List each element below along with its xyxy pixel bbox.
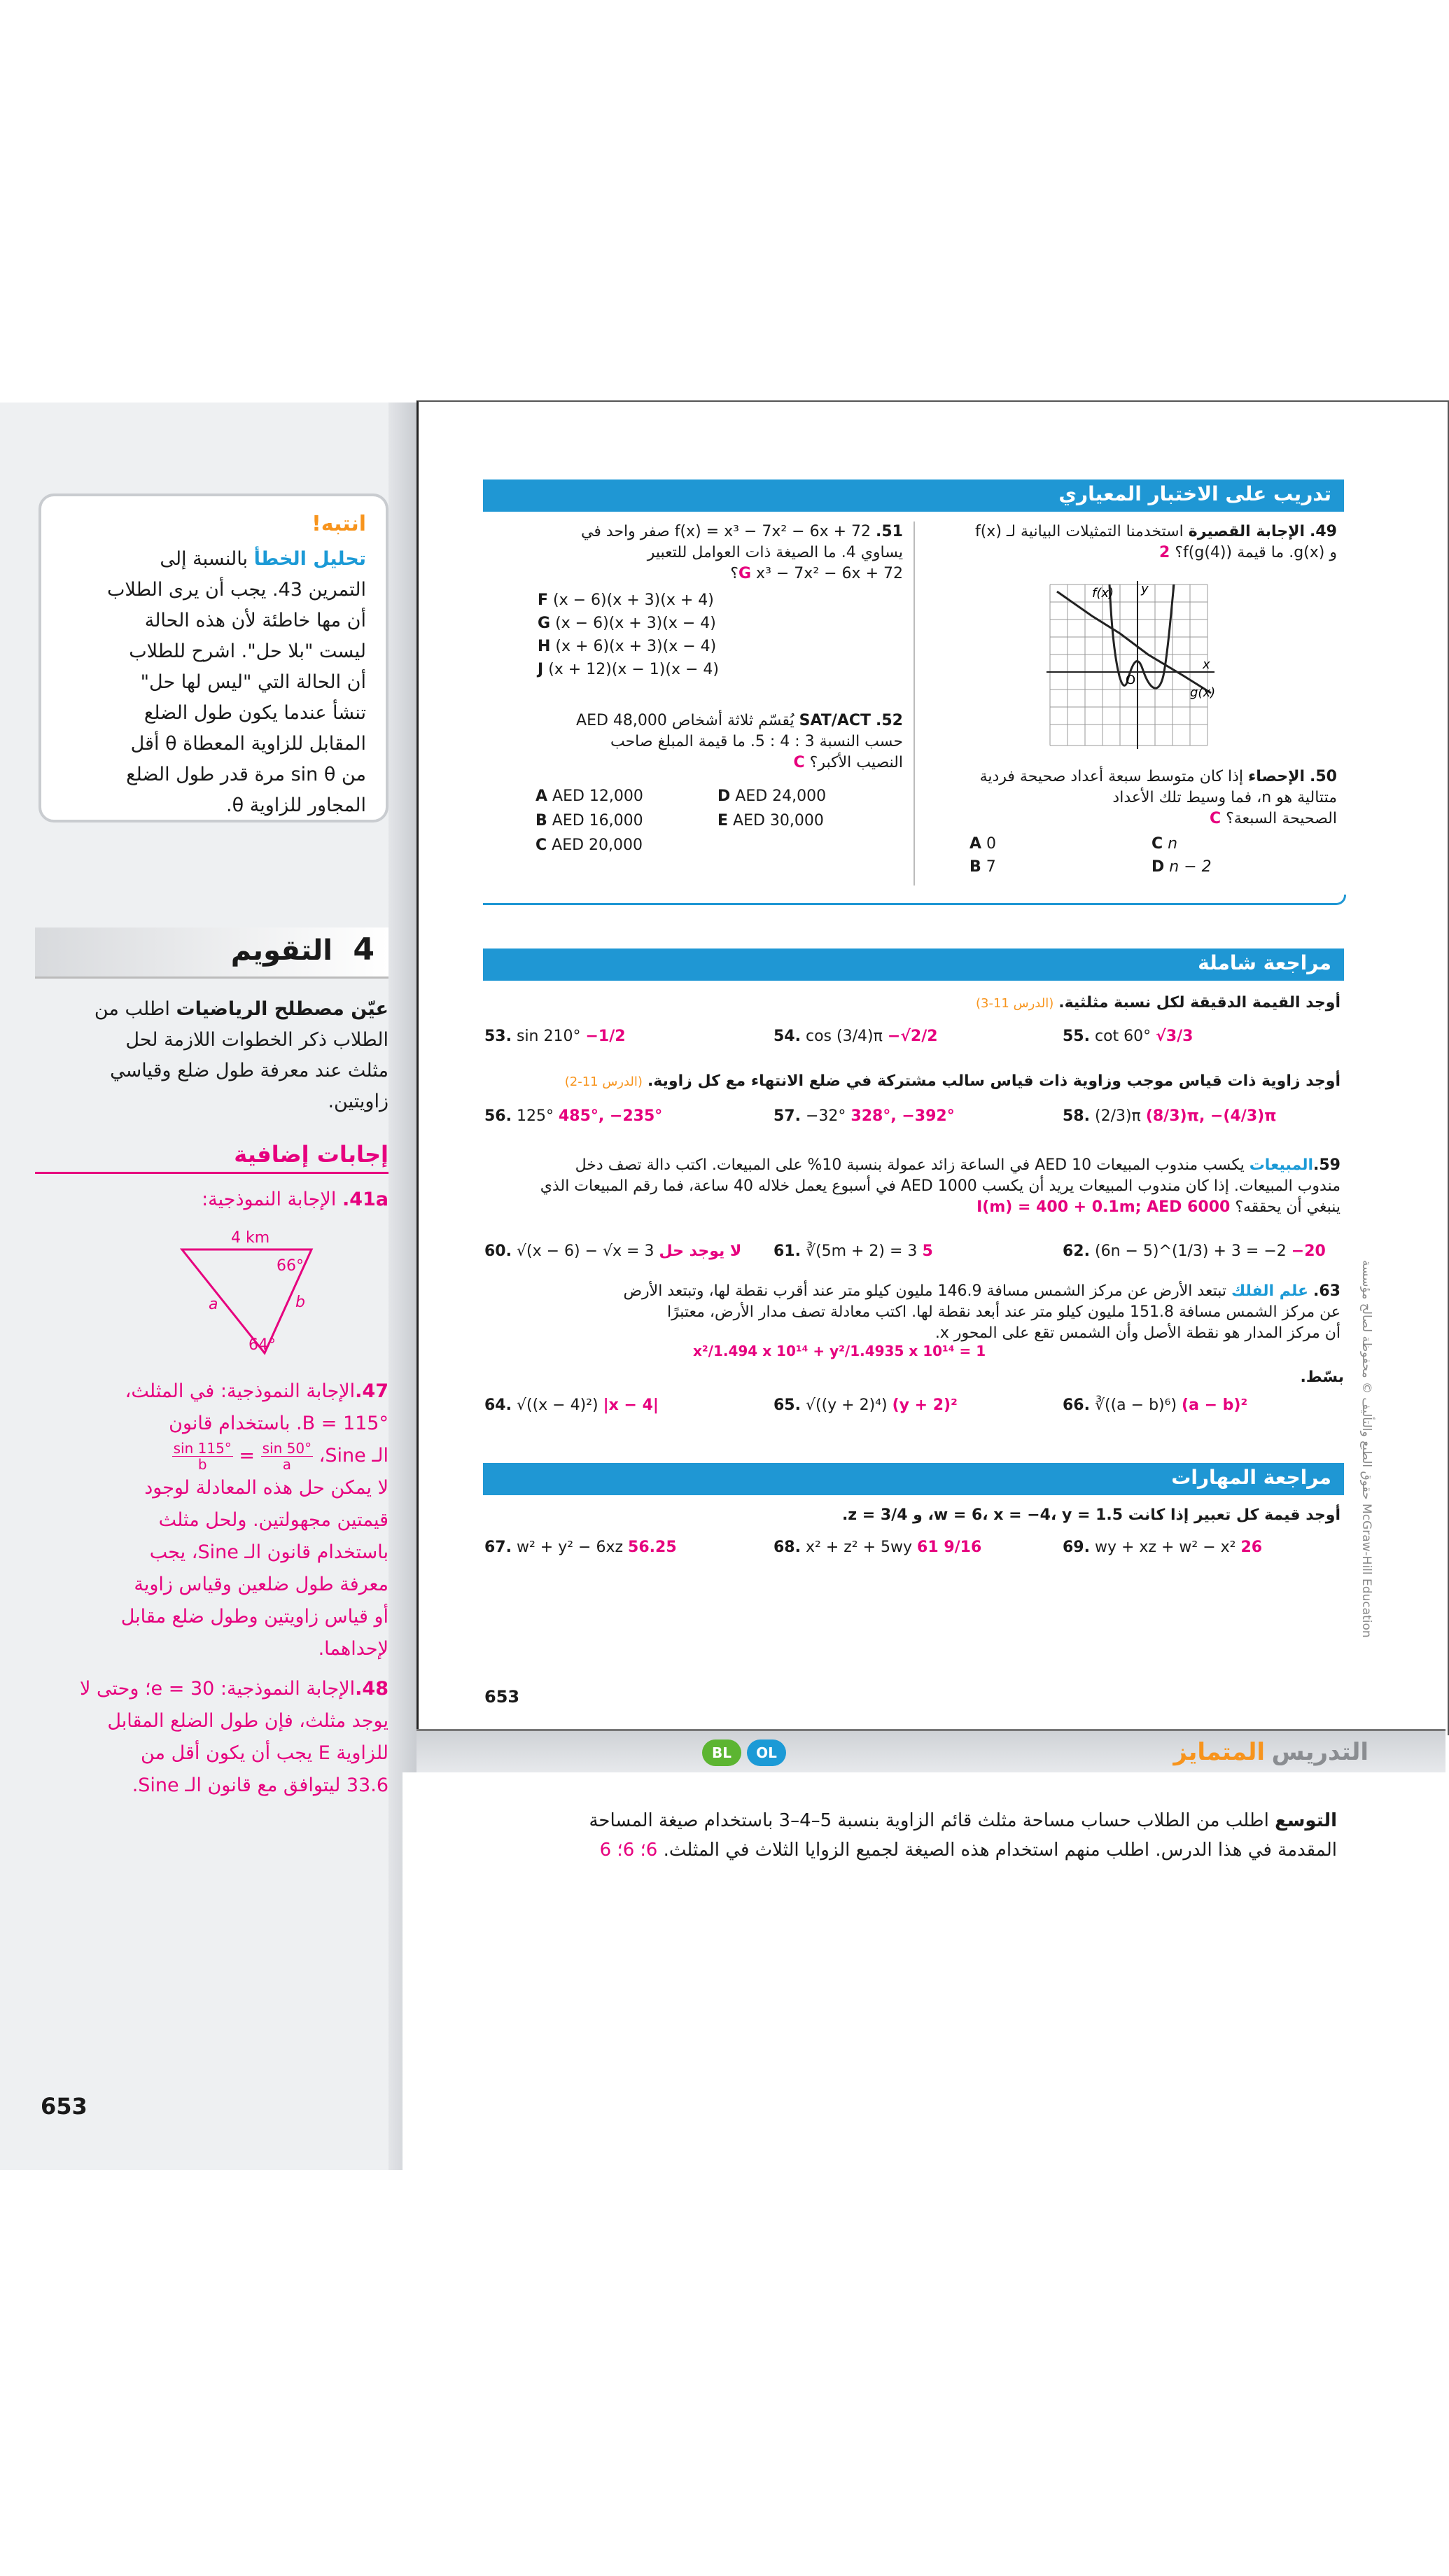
question-line: عن مركز الشمس مسافة 151.8 مليون كيلو متر عند أبعد نقطة لها. اكتب معادلة تصف مدار الأرض، معتبرًا xyxy=(667,1303,1340,1321)
choice-letter: D xyxy=(718,788,731,805)
vocab-line: اطلب من xyxy=(94,998,170,1020)
exercise-expr: √((y + 2)⁴) xyxy=(805,1396,888,1414)
answer-line: لا يمكن حل هذه المعادلة لوجود xyxy=(144,1477,388,1499)
exercise-number: 64. xyxy=(484,1396,512,1414)
footer-title-orange: المتمايز xyxy=(1173,1738,1265,1766)
answer-label: 47. xyxy=(355,1380,388,1402)
vocab-label: عيّن مصطلح الرياضيات xyxy=(176,998,388,1020)
choice-letter: E xyxy=(718,812,729,830)
question-63 xyxy=(486,1281,1340,1344)
exercise-number: 61. xyxy=(774,1242,801,1260)
extra-answers-title: إجابات إضافية xyxy=(35,1141,388,1174)
exercise-expr: (2/3)π xyxy=(1094,1107,1141,1125)
exercise-55 xyxy=(1063,1028,1193,1045)
exercise-number: 55. xyxy=(1063,1028,1090,1045)
question-line: متتالية هو n، فما وسيط تلك الأعداد xyxy=(1112,789,1337,806)
triangle-side-b: b xyxy=(295,1294,305,1311)
exercise-answer: 5 xyxy=(922,1242,933,1260)
eq-num: sin 115° xyxy=(173,1440,232,1457)
badge-ol: OL xyxy=(747,1740,786,1766)
exercise-number: 68. xyxy=(774,1539,801,1556)
question-label: SAT/ACT xyxy=(799,712,872,729)
caution-line: أن الحالة التي "ليس لها حل" xyxy=(140,671,366,693)
answer-line: باستخدام قانون الـ Sine، يجب xyxy=(149,1541,388,1563)
exercise-expr: √((x − 4)²) xyxy=(516,1396,598,1414)
question-number: 50. xyxy=(1310,768,1337,785)
question-63-answer: x²/1.494 x 10¹⁴ + y²/1.4935 x 10¹⁴ = 1 xyxy=(693,1343,986,1359)
exact-value-instruction xyxy=(486,993,1340,1014)
vocab-line: مثلث عند معرفة طول ضلع وقياسي xyxy=(110,1060,388,1082)
choice xyxy=(969,858,996,876)
answer-line: يوجد مثلث، فإن طول الضلع المقابل xyxy=(107,1710,388,1732)
skills-bar-title: مراجعة المهارات xyxy=(1171,1466,1331,1489)
exercise-number: 53. xyxy=(484,1028,512,1045)
exercise-answer: −√2/2 xyxy=(887,1028,938,1045)
exercise-number: 65. xyxy=(774,1396,801,1414)
extend-line: المقدمة في هذا الدرس. اطلب منهم استخدام هذه الصيغة لجميع الزوايا الثلاث في المثلث. xyxy=(663,1840,1337,1861)
exercise-69 xyxy=(1063,1539,1262,1556)
question-line: ينبغي أن يحققه؟ xyxy=(1235,1198,1340,1216)
simplify-label: بسّط. xyxy=(1300,1368,1344,1386)
exercise-number: 58. xyxy=(1063,1107,1090,1125)
badge-bl: BL xyxy=(702,1740,741,1766)
exercise-56 xyxy=(484,1107,662,1125)
caution-line: أن مها خاطئة لأن هذه الحالة xyxy=(144,610,366,631)
exercise-number: 60. xyxy=(484,1242,512,1260)
answer-line: الـ Sine، xyxy=(318,1445,388,1466)
question-line: x³ − 7x² − 6x + 72؟ xyxy=(730,565,903,582)
choice-value: n − 2 xyxy=(1169,858,1212,876)
exercise-66 xyxy=(1063,1396,1247,1414)
exercise-answer: √3/3 xyxy=(1156,1028,1194,1045)
choice-letter: J xyxy=(538,661,544,678)
exercise-number: 66. xyxy=(1063,1396,1090,1414)
choice-value: (x + 12)(x − 1)(x − 4) xyxy=(548,661,719,678)
choice-value: 7 xyxy=(986,858,996,876)
answer-text: الإجابة النموذجية: xyxy=(202,1189,337,1210)
error-analysis-label: تحليل الخطأ xyxy=(253,548,366,570)
exercise-58 xyxy=(1063,1107,1277,1125)
caution-line: بالنسبة إلى xyxy=(160,548,248,570)
choice xyxy=(718,788,826,805)
page-number: 653 xyxy=(484,1687,520,1707)
choice-letter: B xyxy=(536,812,547,830)
caution-line: المقابل للزاوية المعطاة θ أقل xyxy=(130,733,366,755)
exercise-answer: 485°, −235° xyxy=(558,1107,663,1125)
answer-47: 47.الإجابة النموذجية: في المثلث، B = 115°. باستخدام قانون الـ Sine، $\frac{\sin 50^\circ}{a}$ = $\frac{\sin 115^\circ}{b}$ لا يمكن حل هذه المعادلة لوجود قيمتين مجهولتين. ولحل مثلث باستخدام قانون الـ Sine، يجب معرفة طول ضلعين وقياس زاوية أو قياس زاويتين وطول ضلع مقابل لإحداهما. xyxy=(31,1376,388,1665)
exercise-answer: |x − 4| xyxy=(603,1396,659,1414)
exercise-answer: 26 xyxy=(1240,1539,1263,1556)
sat-bar xyxy=(483,479,1344,512)
question-line: الصحيحة السبعة؟ xyxy=(1226,810,1337,827)
eq-den: a xyxy=(282,1456,291,1473)
extend-block xyxy=(469,1806,1337,1865)
exercise-number: 62. xyxy=(1063,1242,1090,1260)
choice xyxy=(538,638,716,655)
question-50 xyxy=(973,766,1337,830)
exercise-54 xyxy=(774,1028,938,1045)
answer-line: الإجابة النموذجية: e = 30؛ وحتى لا xyxy=(80,1678,356,1700)
exercise-number: 67. xyxy=(484,1539,512,1556)
exercise-answer: (y + 2)² xyxy=(892,1396,958,1414)
exercise-expr: ∛((a − b)⁶) xyxy=(1094,1396,1177,1414)
skills-instruction: أوجد قيمة كل تعبير إذا كانت w = 6، x = −4، y = 1.5، و z = 3/4. xyxy=(841,1506,1340,1524)
review-bar-title: مراجعة شاملة xyxy=(1198,951,1331,974)
extend-line: اطلب من الطلاب حساب مساحة مثلث قائم الزاوية بنسبة 5–4–3 باستخدام صيغة المساحة xyxy=(589,1810,1269,1831)
section-4-header xyxy=(35,927,388,979)
choice-value: AED 12,000 xyxy=(552,788,643,805)
choice-letter: B xyxy=(969,858,981,876)
question-line: النصيب الأكبر؟ xyxy=(809,754,903,771)
exercise-answer: (8/3)π, −(4/3)π xyxy=(1145,1107,1277,1125)
function-graph xyxy=(1043,578,1225,752)
exercise-expr: cot 60° xyxy=(1094,1028,1152,1045)
choice xyxy=(718,812,824,830)
coterminal-instruction xyxy=(486,1071,1340,1093)
graph-label-x: x xyxy=(1203,657,1210,672)
choice-value: AED 30,000 xyxy=(733,812,824,830)
question-answer: C xyxy=(793,754,805,771)
question-number: 59. xyxy=(1313,1156,1340,1174)
question-line: f(x) = x³ − 7x² − 6x + 72 صفر واحد في xyxy=(581,523,872,540)
eq-num: sin 50° xyxy=(262,1440,312,1457)
triangle-side-a: a xyxy=(209,1296,218,1313)
exercise-61 xyxy=(774,1242,933,1260)
graph-label-gx: g(x) xyxy=(1190,685,1216,700)
copyright-notice: حقوق الطبع والتأليف © محفوظة لصالح مؤسسة McGraw-Hill Education xyxy=(1359,1260,1373,1638)
exercise-60 xyxy=(484,1242,741,1260)
choice xyxy=(1152,858,1212,876)
question-59 xyxy=(486,1155,1340,1218)
choice-value: AED 16,000 xyxy=(552,812,643,830)
choice-value: (x − 6)(x + 3)(x + 4) xyxy=(553,592,714,609)
exercise-number: 56. xyxy=(484,1107,512,1125)
exercise-expr: w² + y² − 6xz xyxy=(516,1539,624,1556)
question-51 xyxy=(539,522,903,584)
exercise-answer: −20 xyxy=(1291,1242,1326,1260)
caution-title: انتبه! xyxy=(312,512,366,536)
question-line: يُقسّم ثلاثة أشخاص AED 48,000 xyxy=(576,712,794,729)
answer-line: أو قياس زاويتين وطول ضلع مقابل xyxy=(120,1606,388,1628)
choice xyxy=(536,812,643,830)
choice xyxy=(538,615,716,632)
choice xyxy=(538,592,714,609)
answer-line: الإجابة النموذجية: في المثلث، xyxy=(125,1380,356,1402)
choice-letter: G xyxy=(538,615,551,632)
choice-letter: A xyxy=(536,788,548,805)
sidebar-page-number: 653 xyxy=(41,2093,88,2120)
answer-48 xyxy=(31,1673,388,1802)
exercise-answer: (a − b)² xyxy=(1182,1396,1248,1414)
exercise-57 xyxy=(774,1107,955,1125)
exercise-expr: wy + xz + w² − x² xyxy=(1094,1539,1236,1556)
question-number: 49. xyxy=(1310,523,1337,540)
answer-label: 48. xyxy=(355,1678,388,1700)
exercise-64 xyxy=(484,1396,659,1414)
question-label: الإجابة القصيرة xyxy=(1188,523,1306,540)
question-answer: I(m) = 400 + 0.1m; AED 6000 xyxy=(976,1198,1231,1216)
choice-value: 0 xyxy=(986,835,997,853)
triangle-angle-bottom: 64° xyxy=(248,1336,276,1354)
choice-letter: A xyxy=(969,835,982,853)
choice-letter: H xyxy=(538,638,551,655)
lesson-ref: (الدرس 11-3) xyxy=(976,996,1054,1011)
choice xyxy=(536,788,643,805)
answer-41a xyxy=(38,1184,388,1215)
question-49 xyxy=(973,522,1337,564)
triangle-angle-top: 66° xyxy=(276,1257,304,1275)
question-line: أن مركز المدار هو نقطة الأصل وأن الشمس تقع على المحور x. xyxy=(934,1324,1340,1342)
choice-value: n xyxy=(1168,835,1178,853)
exercise-expr: x² + z² + 5wy xyxy=(805,1539,913,1556)
answer-line: B = 115°. باستخدام قانون xyxy=(169,1413,388,1434)
caution-line: من sin θ مرة قدر طول الضلع xyxy=(126,764,366,785)
answer-line: للزاوية E يجب أن يكون أقل من xyxy=(140,1742,388,1764)
triangle-diagram xyxy=(175,1222,322,1362)
exercise-answer: −1/2 xyxy=(585,1028,626,1045)
answer-line: قيمتين مجهولتين. ولحل مثلث xyxy=(158,1509,388,1531)
exercise-answer: 61 9/16 xyxy=(917,1539,982,1556)
answer-line: لإحداهما. xyxy=(318,1638,388,1660)
question-line: إذا كان متوسط سبعة أعداد صحيحة فردية xyxy=(979,768,1244,785)
sat-box-border xyxy=(483,895,1346,905)
exercise-62 xyxy=(1063,1242,1326,1260)
graph-label-origin: O xyxy=(1126,673,1136,687)
exercise-number: 69. xyxy=(1063,1539,1090,1556)
lesson-ref: (الدرس 11-2) xyxy=(564,1074,643,1089)
question-line: مندوب المبيعات. إذا كان مندوب المبيعات يريد أن يكسب AED 1000 في أسبوع يعمل خلاله 40 ساعة، فما رقم المبيعات الذي xyxy=(540,1177,1340,1195)
graph-label-y: y xyxy=(1141,582,1149,596)
exercise-53 xyxy=(484,1028,626,1045)
choice-letter: D xyxy=(1152,858,1165,876)
exercise-68 xyxy=(774,1539,981,1556)
exercise-expr: √(x − 6) − √x = 3 xyxy=(516,1242,654,1260)
instruction-text: أوجد زاوية ذات قياس موجب وزاوية ذات قياس سالب مشتركة في ضلع الانتهاء مع كل زاوية. xyxy=(647,1072,1340,1090)
question-line: يساوي 4. ما الصيغة ذات العوامل للتعبير xyxy=(647,544,903,561)
question-label: علم الفلك xyxy=(1231,1282,1309,1300)
choice-value: AED 20,000 xyxy=(552,836,643,854)
answer-label: 41a. xyxy=(342,1189,388,1210)
choice-letter: F xyxy=(538,592,549,609)
instruction-text: أوجد القيمة الدقيقة لكل نسبة مثلثية. xyxy=(1058,994,1340,1011)
exercise-expr: −32° xyxy=(805,1107,846,1125)
question-52 xyxy=(539,710,903,774)
exercise-65 xyxy=(774,1396,958,1414)
question-answer: C xyxy=(1209,810,1222,827)
choice-letter: C xyxy=(1152,835,1163,853)
review-bar xyxy=(483,948,1344,981)
section-number: 4 xyxy=(353,932,374,967)
exercise-number: 57. xyxy=(774,1107,801,1125)
exercise-expr: (6n − 5)^(1/3) + 3 = −2 xyxy=(1094,1242,1287,1260)
question-text: استخدمنا التمثيلات البيانية لـ f(x) و g(x). ما قيمة f(g(4))؟ xyxy=(974,523,1337,561)
extend-answer: 6؛ 6؛ 6 xyxy=(599,1840,658,1861)
question-number: 51. xyxy=(876,523,903,540)
exercise-answer: 56.25 xyxy=(628,1539,677,1556)
question-line: تبتعد الأرض عن مركز الشمس مسافة 146.9 مليون كيلو متر عند أقرب نقطة لها، وتبتعد الأرض xyxy=(623,1282,1226,1300)
footer-title-gray: التدريس xyxy=(1271,1738,1368,1766)
triangle-distance: 4 km xyxy=(231,1229,270,1247)
exercise-expr: 125° xyxy=(516,1107,554,1125)
question-label: الإحصاء xyxy=(1248,768,1306,785)
vocab-block xyxy=(38,994,388,1117)
differentiated-header xyxy=(416,1729,1446,1774)
choice-value: (x − 6)(x + 3)(x − 4) xyxy=(555,615,716,632)
caution-line: المجاور للزاوية θ. xyxy=(226,794,366,816)
choice-letter: C xyxy=(536,836,547,854)
exercise-expr: ∛(5m + 2) = 3 xyxy=(805,1242,918,1260)
choice xyxy=(536,836,643,854)
eq-den: b xyxy=(197,1456,207,1473)
choice-value: AED 24,000 xyxy=(735,788,827,805)
choice xyxy=(538,661,719,678)
question-line: يكسب مندوب المبيعات AED 10 في الساعة زائد عمولة بنسبة 10% على المبيعات. اكتب دالة تصف دخل xyxy=(575,1156,1245,1174)
choice xyxy=(1152,835,1177,853)
column-divider xyxy=(913,522,915,886)
extend-label: التوسع xyxy=(1275,1810,1337,1831)
caution-line: ليست "بلا حل". اشرح للطلاب xyxy=(129,640,366,662)
section-title: التقويم xyxy=(230,934,332,967)
exercise-67 xyxy=(484,1539,677,1556)
choice-value: (x + 6)(x + 3)(x − 4) xyxy=(555,638,717,655)
exercise-answer: لا يوجد حل xyxy=(659,1242,742,1260)
graph-label-fx: f(x) xyxy=(1092,586,1114,601)
answer-line: معرفة طول ضلعين وقياس زاوية xyxy=(134,1574,388,1595)
caution-box xyxy=(38,493,388,822)
skills-bar xyxy=(483,1463,1344,1495)
exercise-answer: 328°, −392° xyxy=(850,1107,955,1125)
exercise-expr: cos (3/4)π xyxy=(805,1028,883,1045)
choice xyxy=(969,835,996,853)
question-answer: G xyxy=(738,565,752,582)
exercise-expr: sin 210° xyxy=(516,1028,581,1045)
question-number: 52. xyxy=(876,712,903,729)
vocab-line: زاويتين. xyxy=(328,1091,388,1112)
question-line: حسب النسبة 3 : 4 : 5. ما قيمة المبلغ صاحب xyxy=(610,733,903,750)
caution-line: التمرين 43. يجب أن يرى الطلاب xyxy=(106,579,366,601)
question-number: 63. xyxy=(1313,1282,1340,1300)
question-answer: 2 xyxy=(1159,544,1170,561)
vocab-line: الطلاب ذكر الخطوات اللازمة لحل xyxy=(125,1029,388,1051)
exercise-number: 54. xyxy=(774,1028,801,1045)
sat-bar-title: تدريب على الاختبار المعياري xyxy=(1058,482,1331,505)
caution-line: تنشأ عندما يكون طول الضلع xyxy=(144,702,366,724)
question-label: المبيعات xyxy=(1249,1156,1314,1174)
answer-line: 33.6 ليتوافق مع قانون الـ Sine. xyxy=(132,1774,388,1796)
